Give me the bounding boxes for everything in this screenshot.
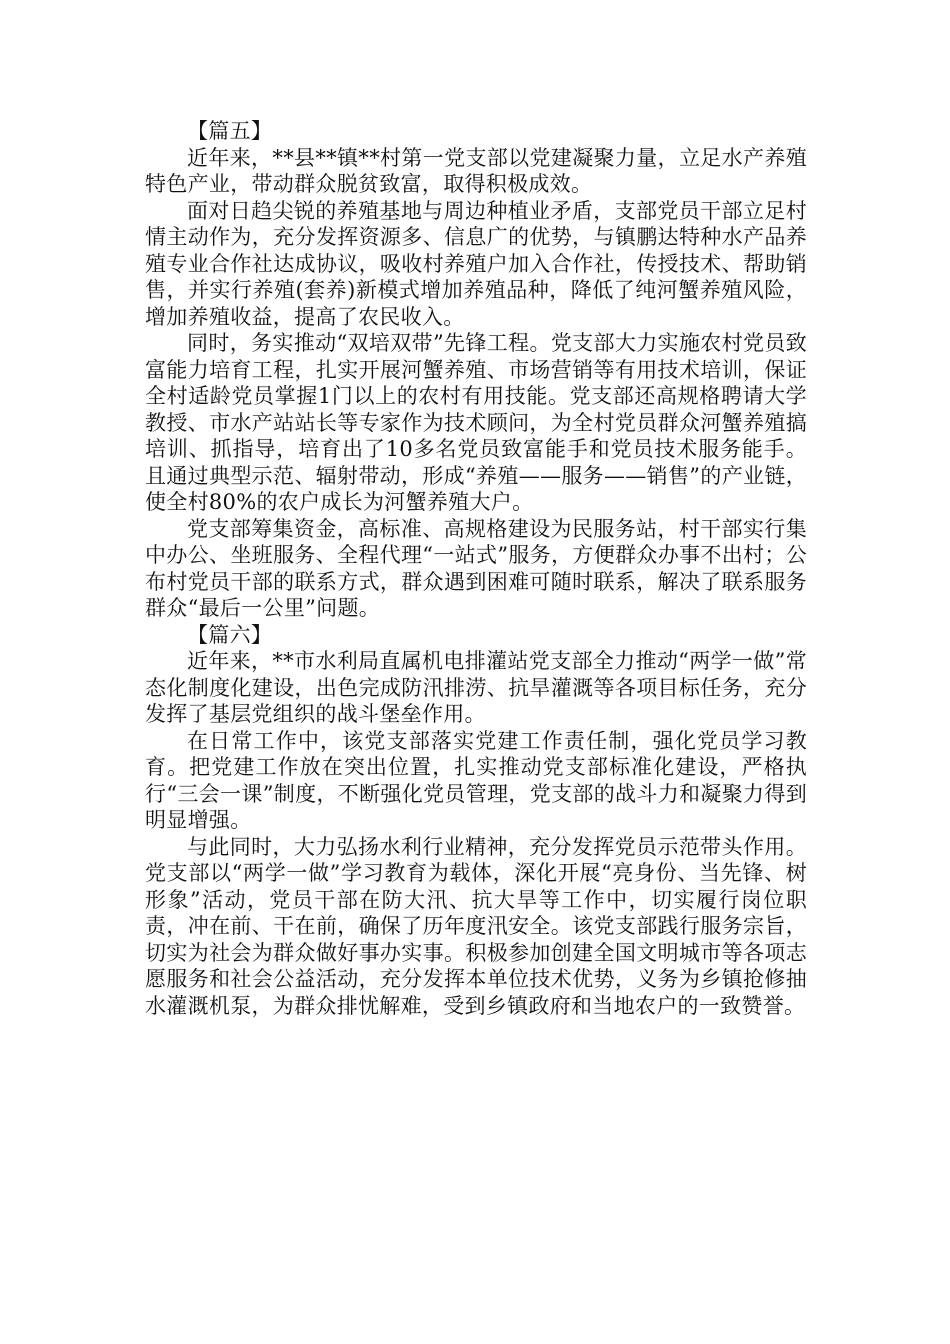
paragraph: 近年来，**市水利局直属机电排灌站党支部全力推动“两学一做”常态化制度化建设，出色完成防汛排涝、抗旱灌溉等各项目标任务，充分发挥了基层党组织的战斗堡垒作用。 bbox=[145, 649, 807, 726]
paragraph: 在日常工作中，该党支部落实党建工作责任制，强化党员学习教育。把党建工作放在突出位置，扎实推动党支部标准化建设，严格执行“三会一课”制度，不断强化党员管理，党支部的战斗力和凝聚力得到明显增强。 bbox=[145, 728, 807, 832]
section-heading: 【篇五】 bbox=[187, 119, 273, 143]
document-page bbox=[145, 118, 807, 1019]
section-heading: 【篇六】 bbox=[187, 622, 273, 647]
section-five bbox=[145, 118, 807, 622]
paragraph: 同时，务实推动“双培双带”先锋工程。党支部大力实施农村党员致富能力培育工程，扎实开展河蟹养殖、市场营销等有用技术培训，保证全村适龄党员掌握1门以上的农村有用技能。党支部还高规格聘请大学教授、市水产站站长等专家作为技术顾问，为全村党员群众河蟹养殖搞培训、抓指导，培育出了10多名党员致富能手和党员技术服务能手。且通过典型示范、辐射带动，形成“养殖——服务——销售”的产业链，使全村80%的农户成长为河蟹养殖大户。 bbox=[145, 331, 807, 514]
paragraph: 党支部筹集资金，高标准、高规格建设为民服务站，村干部实行集中办公、坐班服务、全程代理“一站式”服务，方便群众办事不出村；公布村党员干部的联系方式，群众遇到困难可随时联系，解决了联系服务群众“最后一公里”问题。 bbox=[145, 516, 807, 620]
paragraph: 近年来，**县**镇**村第一党支部以党建凝聚力量，立足水产养殖特色产业，带动群众脱贫致富，取得积极成效。 bbox=[145, 145, 807, 196]
paragraph: 与此同时，大力弘扬水利行业精神，充分发挥党员示范带头作用。党支部以“两学一做”学习教育为载体，深化开展“亮身份、当先锋、树形象”活动，党员干部在防大汛、抗大旱等工作中，切实履行岗位职责，冲在前、干在前，确保了历年度汛安全。该党支部践行服务宗旨，切实为社会为群众做好事办实事。积极参加创建全国文明城市等各项志愿服务和社会公益活动，充分发挥本单位技术优势，义务为乡镇抢修抽水灌溉机泵，为群众排忧解难，受到乡镇政府和当地农户的一致赞誉。 bbox=[145, 834, 807, 1018]
section-six bbox=[145, 622, 807, 1020]
paragraph: 面对日趋尖锐的养殖基地与周边种植业矛盾，支部党员干部立足村情主动作为，充分发挥资源多、信息广的优势，与镇鹏达特种水产品养殖专业合作社达成协议，吸收村养殖户加入合作社，传授技术、帮助销售，并实行养殖(套养)新模式增加养殖品种，降低了纯河蟹养殖风险，增加养殖收益，提高了农民收入。 bbox=[145, 198, 807, 329]
